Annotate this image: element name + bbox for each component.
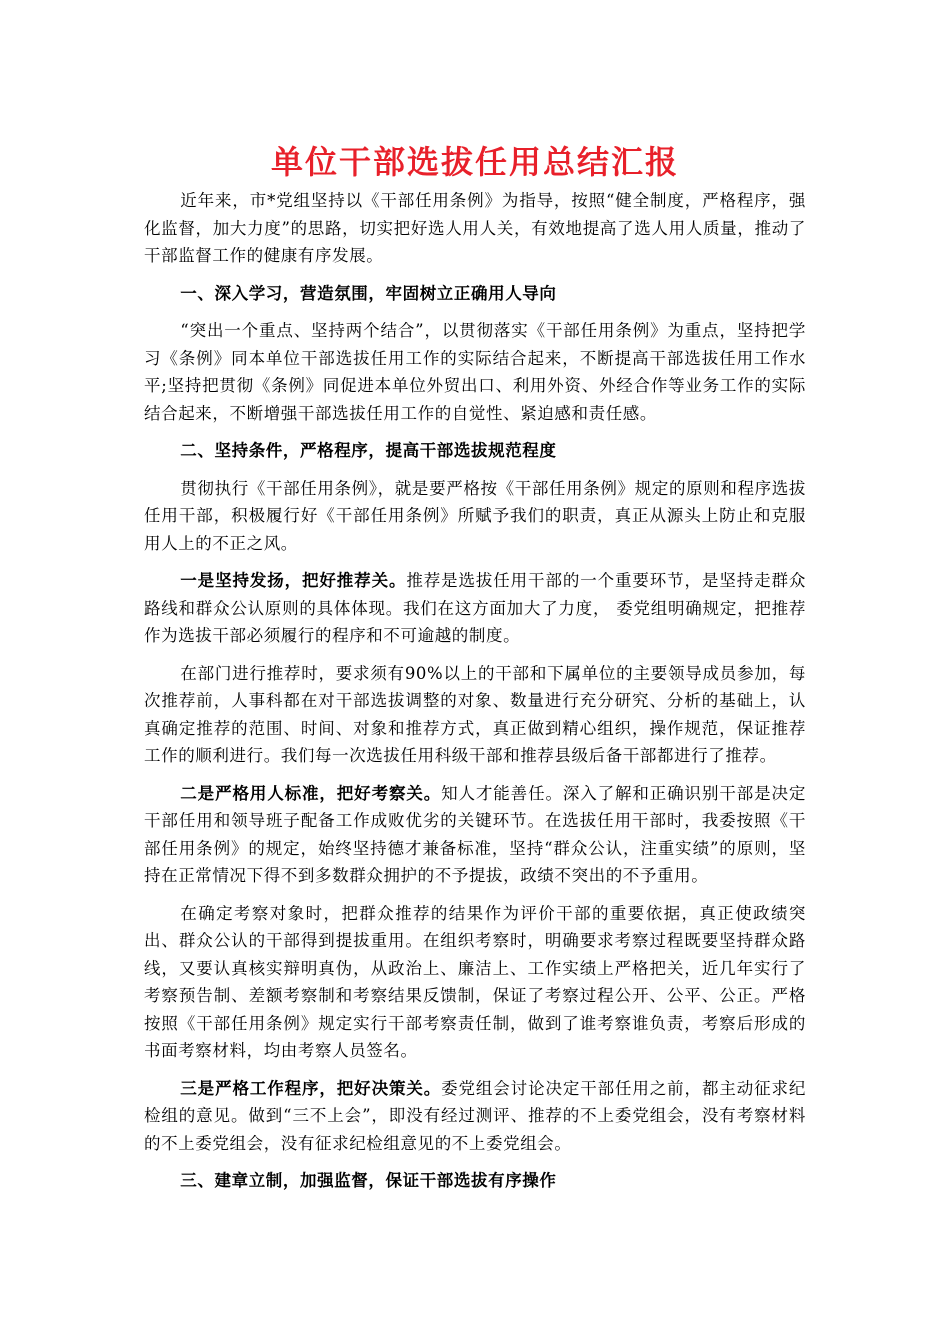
document-title: 单位干部选拔任用总结汇报 <box>270 143 679 181</box>
point-3-paragraph <box>144 1075 806 1158</box>
document-body <box>144 187 806 1205</box>
point-1-detail-paragraph: 在部门进行推荐时，要求须有90%以上的干部和下属单位的主要领导成员参加，每次推荐前，人事科都在对干部选拔调整的对象、数量进行充分研究、分析的基础上，认真确定推荐的范围、时间、对象和推荐方式，真正做到精心组织，操作规范，保证推荐工作的顺利进行。我们每一次选拔任用科级干部和推荐县级后备干部都进行了推荐。 <box>144 663 806 765</box>
point-3-lead: 三是严格工作程序，把好决策关。 <box>180 1078 442 1098</box>
point-2-detail-paragraph: 在确定考察对象时，把群众推荐的结果作为评价干部的重要依据，真正使政绩突出、群众公认的干部得到提拔重用。在组织考察时，明确要求考察过程既要坚持群众路线，又要认真核实辩明真伪，从政治上、廉洁上、工作实绩上严格把关，近几年实行了考察预告制、差额考察制和考察结果反馈制，保证了考察过程公开、公平、公正。严格按照《干部任用条例》规定实行干部考察责任制，做到了谁考察谁负责，考察后形成的书面考察材料，均由考察人员签名。 <box>144 903 806 1060</box>
intro-paragraph: 近年来，市*党组坚持以《干部任用条例》为指导，按照“健全制度，严格程序，强化监督，加大力度”的思路，切实把好选人用人关，有效地提高了选人用人质量，推动了干部监督工作的健康有序发展。 <box>144 191 806 265</box>
point-3-text: 委党组会讨论决定干部任用之前，都主动征求纪检组的意见。做到“三不上会”，即没有经过测评、推荐的不上委党组会，没有考察材料的不上委党组会，没有征求纪检组意见的不上委党组会。 <box>144 1078 806 1153</box>
section-1-paragraph: “突出一个重点、坚持两个结合”，以贯彻落实《干部任用条例》为重点，坚持把学习《条例》同本单位干部选拔任用工作的实际结合起来，不断提高干部选拔任用工作水平;坚持把贯彻《条例》同促进本单位外贸出口、利用外资、外经合作等业务工作的实际结合起来，不断增强干部选拔任用工作的自觉性、紧迫感和责任感。 <box>144 321 806 423</box>
point-1-text: 推荐是选拔任用干部的一个重要环节，是坚持走群众路线和群众公认原则的具体体现。我们在这方面加大了力度， 委党组明确规定，把推荐作为选拔干部必须履行的程序和不可逾越的制度。 <box>144 571 806 645</box>
section-2-paragraph: 贯彻执行《干部任用条例》，就是要严格按《干部任用条例》规定的原则和程序选拔任用干部，积极履行好《干部任用条例》所赋予我们的职责，真正从源头上防止和克服用人上的不正之风。 <box>144 478 806 553</box>
section-3-heading: 三、建章立制，加强监督，保证干部选拔有序操作 <box>180 1171 557 1190</box>
section-2-heading: 二、坚持条件，严格程序，提高干部选拔规范程度 <box>180 441 557 460</box>
point-1-paragraph <box>144 567 806 650</box>
point-2-text: 知人才能善任。深入了解和正确识别干部是决定干部任用和领导班子配备工作成败优劣的关键环节。在选拔任用干部时，我委按照《干部任用条例》的规定，始终坚持德才兼备标准，坚持“群众公认，注重实绩”的原则，坚持在正常情况下得不到多数群众拥护的不予提拔，政绩不突出的不予重用。 <box>144 783 806 885</box>
section-1-heading: 一、深入学习，营造氛围，牢固树立正确用人导向 <box>180 283 557 303</box>
point-2-paragraph <box>144 780 806 890</box>
point-1-lead: 一是坚持发扬，把好推荐关。 <box>180 571 407 590</box>
point-2-lead: 二是严格用人标准，把好考察关。 <box>180 783 442 803</box>
